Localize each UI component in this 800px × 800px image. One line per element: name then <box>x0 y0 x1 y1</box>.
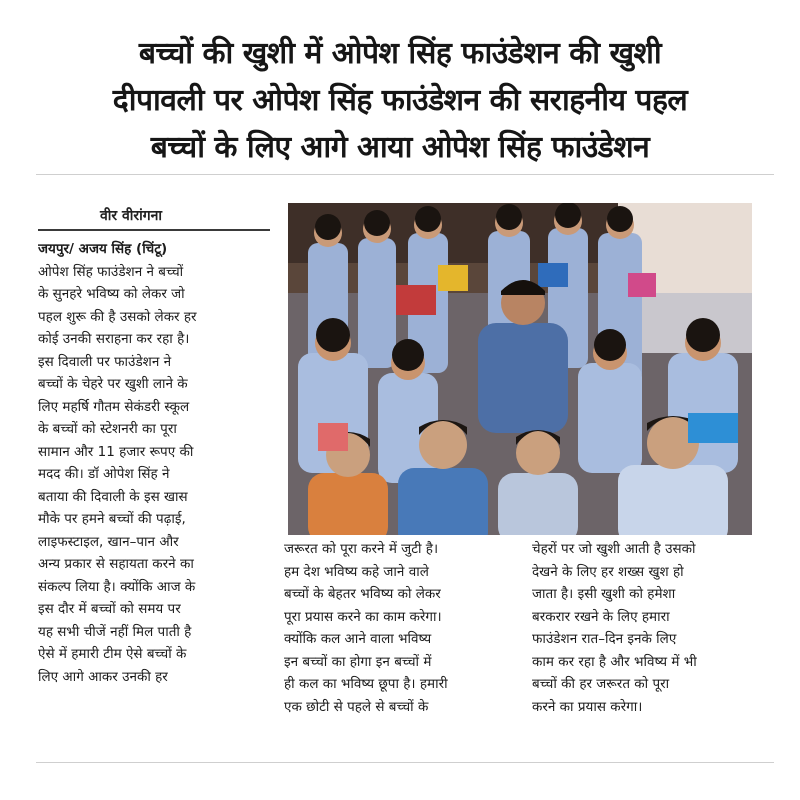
article-line: हम देश भविष्य कहे जाने वाले <box>284 563 429 580</box>
article-line: के सुनहरे भविष्य को लेकर जो <box>38 286 185 302</box>
article-line: ओपेश सिंह फाउंडेशन ने बच्चों <box>38 263 184 280</box>
article-line: संकल्प लिया है। क्योंकि आज के <box>38 578 196 595</box>
article-line: मदद की। डॉ ओपेश सिंह ने <box>38 466 170 482</box>
article-line: पूरा प्रयास करने का काम करेगा। <box>284 608 442 625</box>
article-line: एक छोटी से पहले से बच्चों के <box>284 698 429 715</box>
article-line: लिए आगे आकर उनकी हर <box>38 668 168 685</box>
article-line: बच्चों की हर जरूरत को पूरा <box>532 676 670 692</box>
article-line: कोई उनकी सराहना कर रहा है। <box>38 331 190 347</box>
article-line: ऐसे में हमारी टीम ऐसे बच्चों के <box>38 646 187 662</box>
bottom-divider <box>36 762 774 763</box>
byline-underline <box>38 229 270 231</box>
article-column-3 <box>532 538 772 718</box>
article-line: जाता है। इसी खुशी को हमेशा <box>532 586 676 602</box>
column-1-text <box>38 261 270 689</box>
headline-2: दीपावली पर ओपेश सिंह फाउंडेशन की सराहनीय पहल <box>112 83 688 118</box>
article-line: सामान और 11 हजार रूपए की <box>38 443 194 460</box>
column-3-text <box>532 538 772 718</box>
headline-1: बच्चों की खुशी में ओपेश सिंह फाउंडेशन की खुशी <box>138 36 662 71</box>
article-line: फाउंडेशन रात–दिन इनके लिए <box>532 631 677 647</box>
article-line: ही कल का भविष्य छूपा है। हमारी <box>284 676 448 692</box>
article-line: पहल शुरू की है उसको लेकर हर <box>38 308 197 325</box>
article-line: इस दिवाली पर फाउंडेशन ने <box>38 353 172 370</box>
article-line: लिए महर्षि गौतम सेकंडरी स्कूल <box>38 398 190 415</box>
article-line: बच्चों के बेहतर भविष्य को लेकर <box>284 586 441 602</box>
article-line: लाइफस्टाइल, खान–पान और <box>38 533 179 550</box>
article-line: के बच्चों को स्टेशनरी का पूरा <box>38 421 177 437</box>
headline-block <box>0 30 800 171</box>
article-line: जरूरत को पूरा करने में जुटी है। <box>284 541 439 557</box>
article-line: बच्चों के चेहरे पर खुशी लाने के <box>38 376 188 392</box>
article-line: देखने के लिए हर शख्स खुश हो <box>532 563 684 580</box>
article-line: मौके पर हमने बच्चों की पढ़ाई, <box>38 511 186 527</box>
article-line: काम कर रहा है और भविष्य में भी <box>532 653 697 670</box>
column-2-text <box>284 538 516 718</box>
author-byline: वीर वीरांगना <box>100 208 163 224</box>
news-photo <box>288 203 752 535</box>
article-column-1 <box>38 238 270 688</box>
headline-3: बच्चों के लिए आगे आया ओपेश सिंह फाउंडेशन <box>150 130 650 165</box>
article-line: करने का प्रयास करेगा। <box>532 698 643 715</box>
top-divider <box>36 174 774 175</box>
article-line: चेहरों पर जो खुशी आती है उसको <box>532 541 696 557</box>
article-line: क्योंकि कल आने वाला भविष्य <box>284 631 432 647</box>
dateline: जयपुर/ अजय सिंह (चिंटू) <box>38 241 168 257</box>
article-column-2 <box>284 538 516 718</box>
article-line: बताया की दिवाली के इस खास <box>38 488 188 505</box>
children-group-photo <box>288 203 752 535</box>
article-line: इन बच्चों का होगा इन बच्चों में <box>284 653 432 670</box>
article-line: इस दौर में बच्चों को समय पर <box>38 601 181 617</box>
article-line: बरकरार रखने के लिए हमारा <box>532 608 670 625</box>
article-line: अन्य प्रकार से सहायता करने का <box>38 556 194 572</box>
article-line: यह सभी चीजें नहीं मिल पाती है <box>38 623 192 640</box>
